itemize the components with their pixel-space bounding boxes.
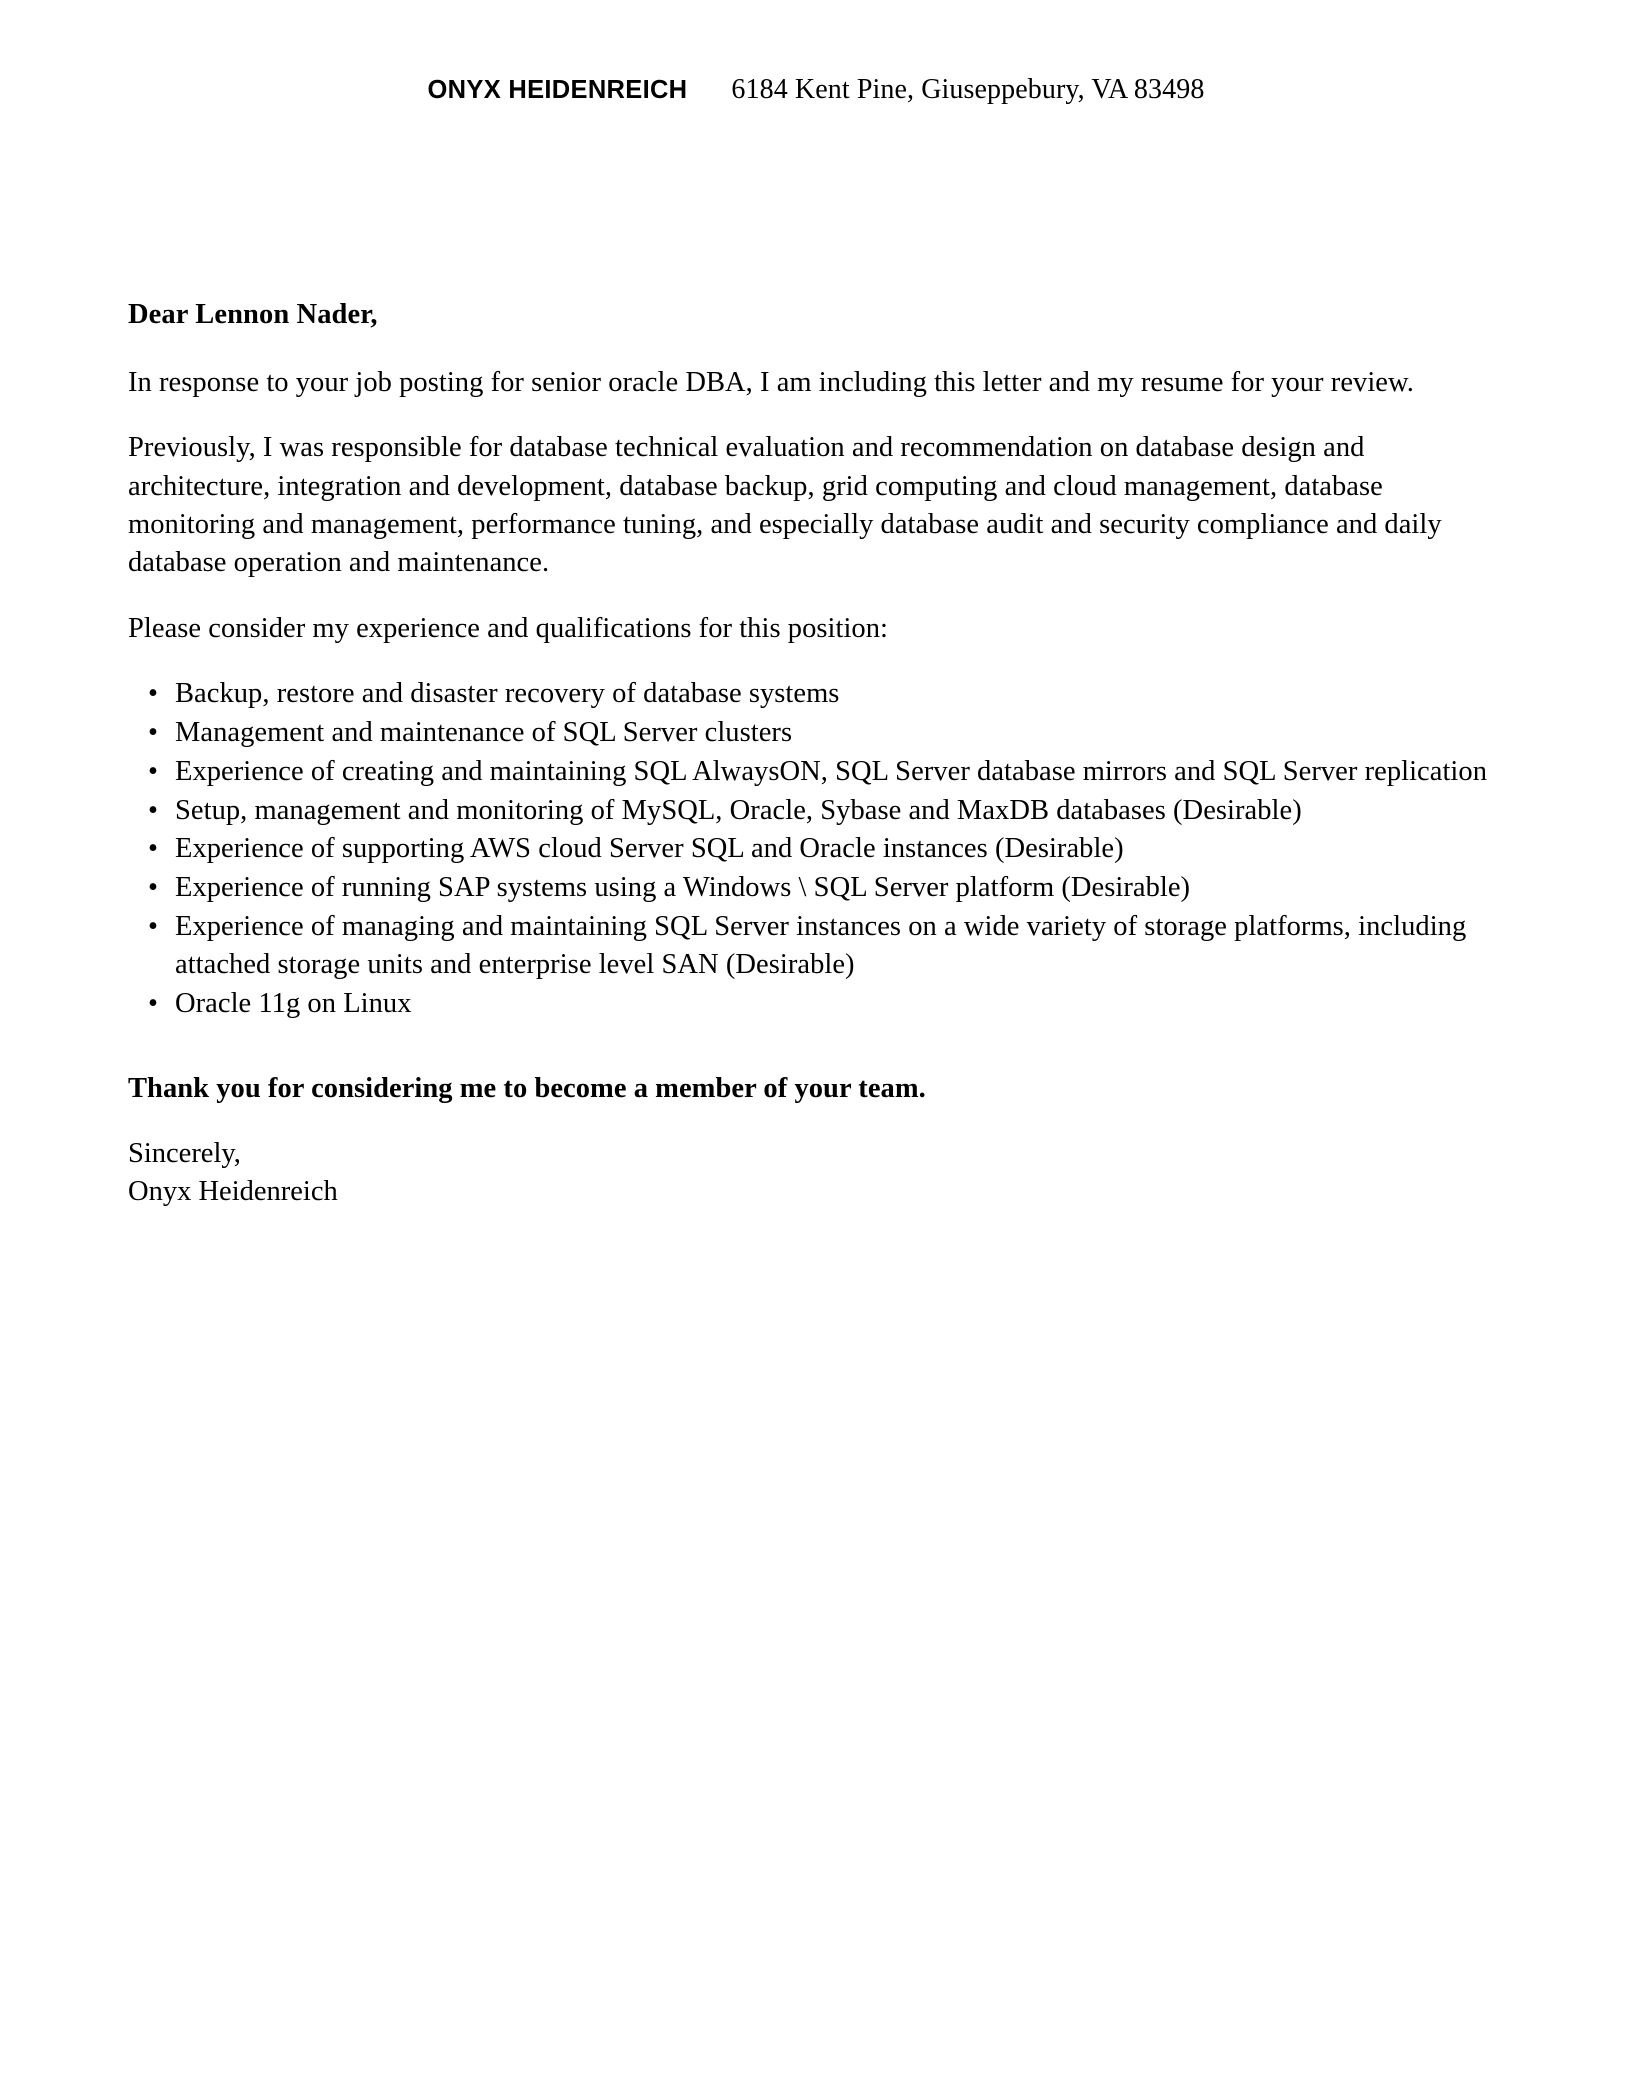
signoff-text: Sincerely, xyxy=(128,1137,241,1169)
letterhead xyxy=(0,74,1632,106)
bullet-icon: • xyxy=(148,794,159,826)
list-item-text: Oracle 11g on Linux xyxy=(175,987,412,1019)
list-item-text: Experience of supporting AWS cloud Server SQL and Oracle instances (Desirable) xyxy=(175,833,1124,865)
list-item xyxy=(128,753,1488,791)
bullet-icon: • xyxy=(148,755,159,787)
bullet-icon: • xyxy=(148,716,159,748)
paragraph-qualifications-lead: Please consider my experience and qualifications for this position: xyxy=(128,612,888,644)
list-item xyxy=(128,869,1488,907)
bullet-icon: • xyxy=(148,677,159,709)
paragraph-experience: Previously, I was responsible for database technical evaluation and recommendation on database design and architecture, integration and development, database backup, grid computing and cloud management, database monitoring and management, performance tuning, and especially database audit and security compliance and daily database operation and maintenance. xyxy=(128,432,1442,579)
bullet-icon: • xyxy=(148,872,159,904)
list-item-text: Experience of creating and maintaining SQL AlwaysON, SQL Server database mirrors and SQL Server replication xyxy=(175,755,1487,787)
list-item-text: Management and maintenance of SQL Server clusters xyxy=(175,716,793,748)
list-item xyxy=(128,792,1488,830)
bullet-icon: • xyxy=(148,987,159,1019)
list-item xyxy=(128,908,1488,984)
list-item-text: Experience of running SAP systems using a Windows \ SQL Server platform (Desirable) xyxy=(175,872,1191,904)
letter-body xyxy=(128,296,1488,1211)
salutation: Dear Lennon Nader, xyxy=(128,299,378,330)
paragraph-intro: In response to your job posting for senior oracle DBA, I am including this letter and my resume for your review. xyxy=(128,366,1414,398)
list-item xyxy=(128,675,1488,713)
bullet-icon: • xyxy=(148,833,159,865)
list-item xyxy=(128,830,1488,868)
bullet-icon: • xyxy=(148,911,159,943)
list-item-text: Backup, restore and disaster recovery of database systems xyxy=(175,677,840,709)
list-item xyxy=(128,714,1488,752)
closing-statement: Thank you for considering me to become a member of your team. xyxy=(128,1072,926,1104)
signature-block xyxy=(128,1135,1488,1211)
signature-name: Onyx Heidenreich xyxy=(128,1175,338,1207)
list-item-text: Setup, management and monitoring of MySQL, Oracle, Sybase and MaxDB databases (Desirable) xyxy=(175,794,1302,826)
list-item-text: Experience of managing and maintaining SQL Server instances on a wide variety of storage platforms, including attached storage units and enterprise level SAN (Desirable) xyxy=(175,911,1467,981)
qualifications-list xyxy=(128,675,1488,1023)
letterhead-name: ONYX HEIDENREICH xyxy=(427,76,688,104)
letterhead-address: 6184 Kent Pine, Giuseppebury, VA 83498 xyxy=(731,74,1205,105)
list-item xyxy=(128,985,1488,1023)
